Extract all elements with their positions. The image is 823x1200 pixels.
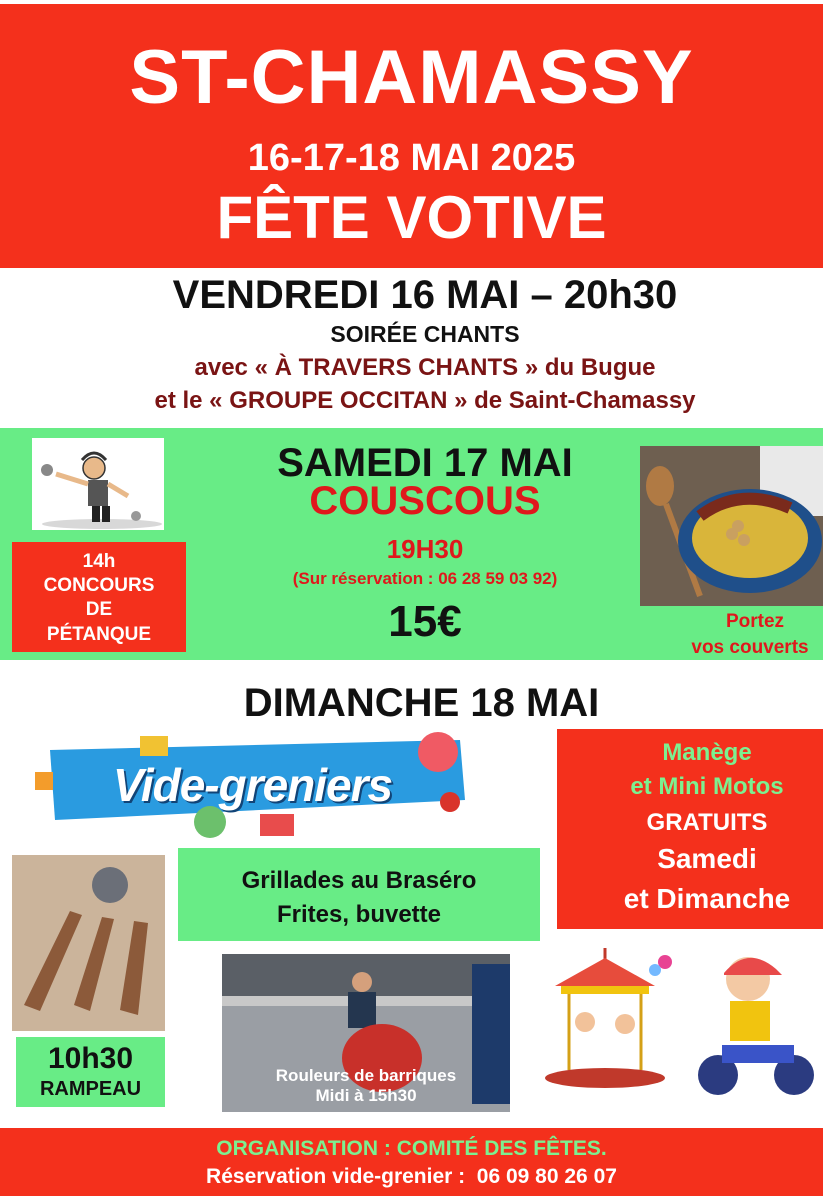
grillades-line-1: Grillades au Braséro [241, 867, 477, 894]
couverts-line-1: Portez [725, 611, 785, 632]
rampeau-time: 10h30 [47, 1042, 134, 1075]
carousel-image [525, 940, 685, 1102]
mini-moto-image [690, 945, 818, 1105]
saturday-title: SAMEDI 17 MAI [277, 441, 573, 485]
petanque-player-image [32, 438, 164, 530]
manege-line-4: Samedi [657, 843, 757, 874]
manege-box [557, 729, 823, 929]
couverts-line-2: vos couverts [691, 637, 809, 658]
barriques-line-2: Midi à 15h30 [315, 1086, 417, 1105]
saturday-price: 15€ [388, 597, 462, 646]
petanque-line-concours: CONCOURS [43, 575, 155, 596]
manege-line-3: GRATUITS [646, 809, 768, 836]
petanque-line-de: DE [85, 599, 113, 620]
footer-reservation: Réservation vide-grenier : 06 09 80 26 07 [206, 1165, 617, 1188]
rampeau-image [12, 855, 165, 1031]
header-banner [0, 4, 823, 268]
saturday-reservation: (Sur réservation : 06 28 59 03 92) [292, 569, 558, 588]
sunday-title: DIMANCHE 18 MAI [243, 681, 600, 725]
barriques-line-1: Rouleurs de barriques [275, 1066, 457, 1085]
couscous-image [640, 446, 823, 606]
friday-line-1: avec « À TRAVERS CHANTS » du Bugue [194, 354, 656, 381]
footer-organisation: ORGANISATION : COMITÉ DES FÊTES. [216, 1137, 607, 1160]
friday-subtitle: SOIRÉE CHANTS [330, 321, 520, 347]
vide-greniers-label: Vide-greniers [112, 759, 393, 811]
petanque-line-petanque: PÉTANQUE [46, 624, 152, 645]
petanque-box [12, 542, 186, 652]
grillades-line-2: Frites, buvette [276, 901, 442, 928]
friday-title: VENDREDI 16 MAI – 20h30 [172, 273, 678, 317]
rampeau-label: RAMPEAU [39, 1078, 142, 1100]
village-title: ST-CHAMASSY [129, 35, 694, 120]
event-dates: 16-17-18 MAI 2025 [247, 137, 576, 179]
manege-line-1: Manège [662, 739, 752, 766]
saturday-time: 19H30 [386, 534, 464, 564]
grillades-box [178, 848, 540, 941]
event-name: FÊTE VOTIVE [216, 184, 607, 251]
manege-line-2: et Mini Motos [630, 773, 784, 800]
manege-line-5: et Dimanche [623, 883, 791, 914]
saturday-meal: COUSCOUS [309, 479, 541, 523]
vide-greniers-banner [30, 730, 475, 840]
footer-banner [0, 1128, 823, 1196]
petanque-time: 14h [82, 551, 116, 572]
barrel-rollers-image [222, 954, 510, 1112]
friday-line-2: et le « GROUPE OCCITAN » de Saint-Chamassy [154, 387, 696, 414]
rampeau-box [16, 1037, 165, 1107]
